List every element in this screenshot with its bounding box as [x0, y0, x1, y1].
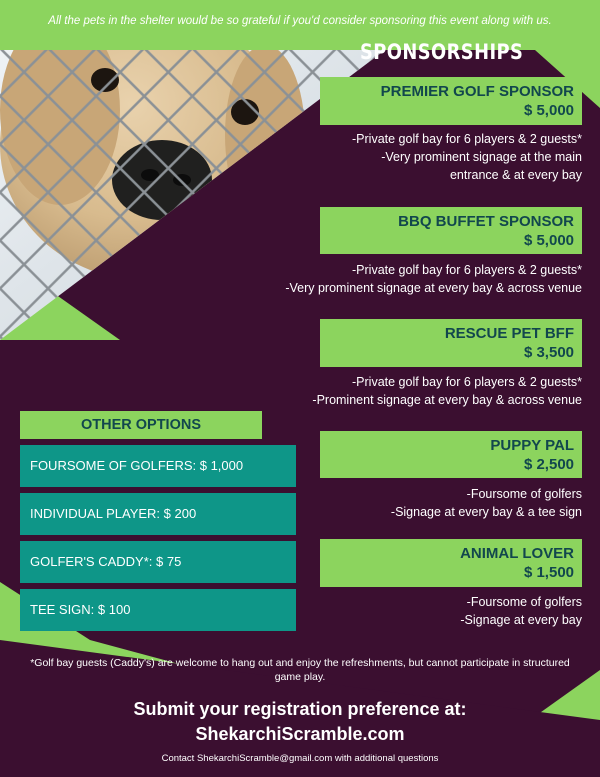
tier-name: PREMIER GOLF SPONSOR [380, 83, 574, 100]
tier-price: $ 2,500 [523, 456, 574, 473]
tier-description [282, 130, 582, 184]
tier-animal-lover [320, 539, 582, 587]
tier-bbq-buffet-sponsor [320, 207, 582, 254]
tier-price: $ 1,500 [523, 564, 574, 581]
page-title: SPONSORSHIPS [360, 40, 524, 64]
tier-description [182, 261, 582, 297]
benefit-line: -Private golf bay for 6 players & 2 guests* [352, 375, 582, 389]
tier-description [282, 593, 582, 629]
benefit-line: -Foursome of golfers [466, 487, 582, 501]
tier-name: RESCUE PET BFF [444, 325, 574, 342]
benefit-line: -Signage at every bay [460, 613, 582, 627]
tier-price: $ 5,000 [523, 102, 574, 119]
other-options-heading: OTHER OPTIONS [20, 411, 262, 439]
benefit-line: -Foursome of golfers [466, 595, 582, 609]
tier-description [282, 485, 582, 521]
benefit-line: -Very prominent signage at the main [381, 150, 582, 164]
call-to-action [20, 697, 580, 747]
tier-name: PUPPY PAL [490, 437, 574, 454]
footnote: *Golf bay guests (Caddy's) are welcome to hang out and enjoy the refreshments, but cannot participate in structured game play. [30, 657, 570, 683]
tier-name: BBQ BUFFET SPONSOR [398, 213, 574, 230]
option-individual-player: INDIVIDUAL PLAYER: $ 200 [20, 493, 296, 535]
tier-premier-golf-sponsor [320, 77, 582, 125]
intro-text: All the pets in the shelter would be so grateful if you'd consider sponsoring this event along with us. [48, 15, 552, 27]
tier-rescue-pet-bff [320, 319, 582, 367]
benefit-line: -Prominent signage at every bay & across venue [312, 393, 582, 407]
benefit-line: -Private golf bay for 6 players & 2 guests* [352, 132, 582, 146]
cta-line: Submit your registration preference at: [133, 699, 467, 719]
option-golfers-caddy: GOLFER'S CADDY*: $ 75 [20, 541, 296, 583]
benefit-line: entrance & at every bay [449, 168, 582, 182]
benefit-line: -Private golf bay for 6 players & 2 guests* [352, 263, 582, 277]
website-link[interactable]: ShekarchiScramble.com [195, 724, 405, 744]
tier-price: $ 5,000 [523, 232, 574, 249]
option-foursome-of-golfers: FOURSOME OF GOLFERS: $ 1,000 [20, 445, 296, 487]
tier-description [182, 373, 582, 409]
benefit-line: -Signage at every bay & a tee sign [390, 505, 582, 519]
tier-puppy-pal [320, 431, 582, 478]
tier-price: $ 3,500 [523, 344, 574, 361]
option-tee-sign: TEE SIGN: $ 100 [20, 589, 296, 631]
tier-name: ANIMAL LOVER [460, 545, 574, 562]
benefit-line: -Very prominent signage at every bay & across venue [285, 281, 582, 295]
contact-line: Contact ShekarchiScramble@gmail.com with additional questions [161, 753, 439, 764]
